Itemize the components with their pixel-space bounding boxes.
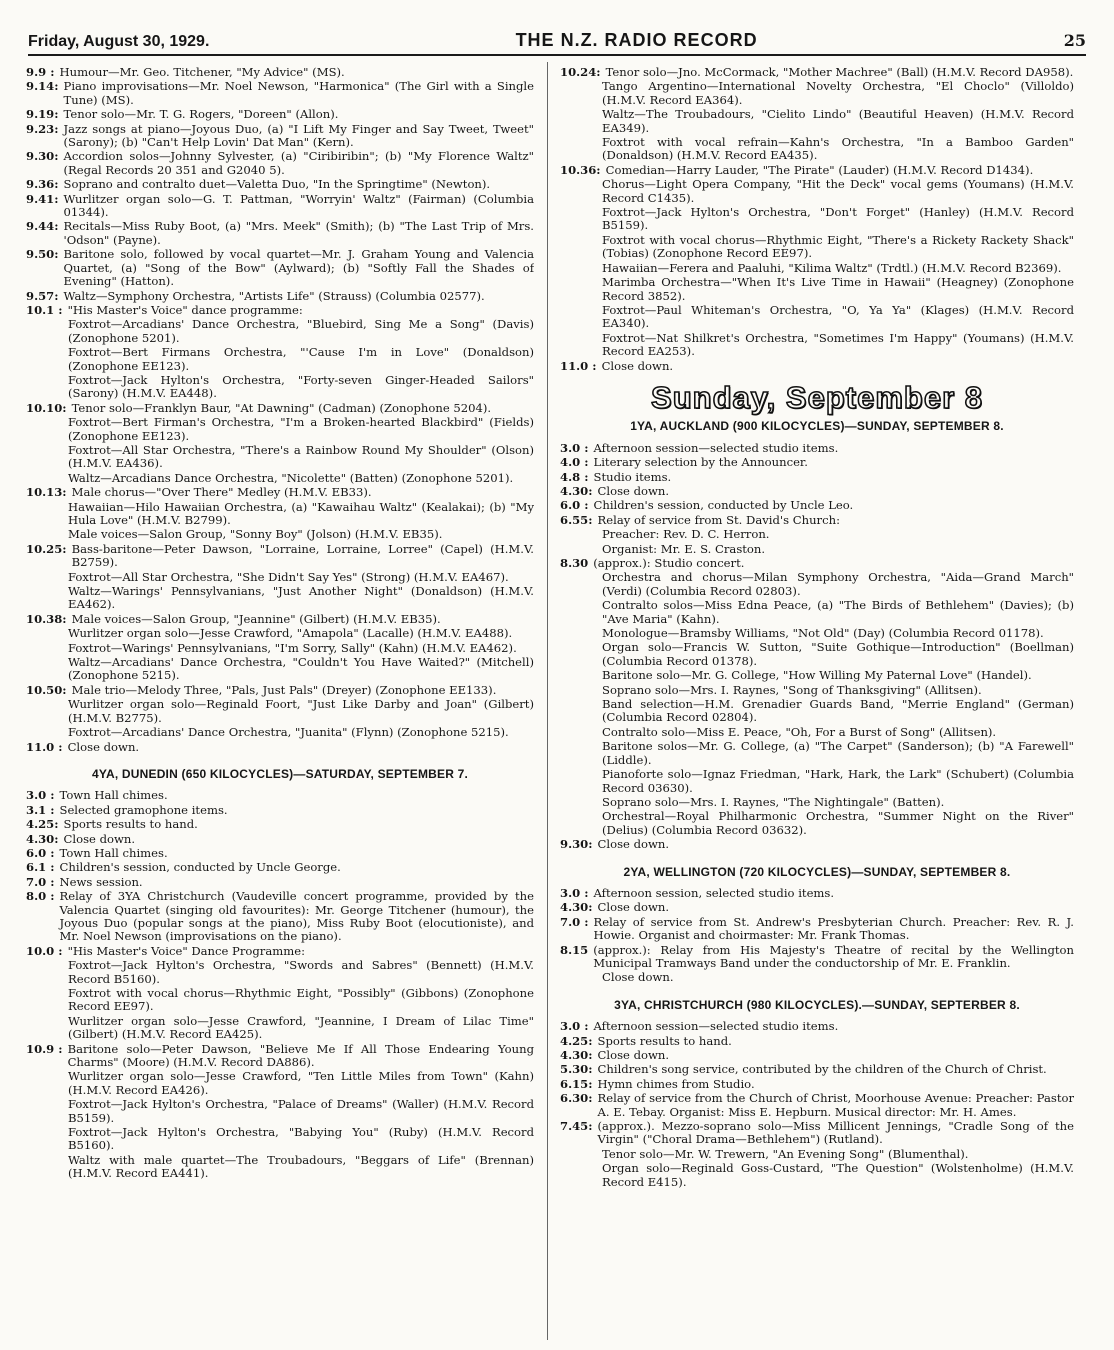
entry-time: 10.36: [560, 162, 601, 177]
entry-text: Children's session, conducted by Uncle Leo. [593, 498, 854, 513]
schedule-entry [26, 193, 534, 220]
entry-text: Relay of service from the Church of Christ, Moorhouse Avenue: Preacher: Pastor A. E. Tebay. Organist: Miss E. Hepburn. Musical director: Mr. H. Ames. [597, 1091, 1074, 1119]
schedule-entry [26, 178, 534, 191]
entry-text: Accordion solos—Johnny Sylvester, (a) "Ciribiribin"; (b) "My Florence Waltz" (Regal Records 20 351 and G2040 5). [63, 149, 534, 177]
schedule-entry [560, 838, 1074, 851]
entry-text: Bass-baritone—Peter Dawson, "Lorraine, Lorraine, Lorree" (Capel) (H.M.V. B2759). [71, 541, 534, 570]
entry-subitem: Band selection—H.M. Grenadier Guards Band, "Merrie England" (German) (Columbia Record 02804). [602, 697, 1074, 725]
schedule-entry [560, 916, 1074, 943]
schedule-entry [560, 442, 1074, 455]
entry-subitem: Tenor solo—Mr. W. Trewern, "An Evening Song" (Blumenthal). [602, 1146, 969, 1161]
entry-subitem: Foxtrot—Warings' Pennsylvanians, "I'm Sorry, Sally" (Kahn) (H.M.V. EA462). [68, 640, 517, 655]
entry-time: 7.45: [560, 1119, 593, 1134]
entry-text: News session. [59, 874, 143, 889]
entry-subitem: Foxtrot—Arcadians' Dance Orchestra, "Bluebird, Sing Me a Song" (Davis) (Zonophone 5201). [68, 317, 534, 345]
entry-text: Baritone solo, followed by vocal quartet—Mr. J. Graham Young and Valencia Quartet, (a) "Song of the Bow" (Aylward); (b) "Softly Fall the Shades of Evening" (Hatton). [63, 247, 534, 289]
schedule-entry [560, 164, 1074, 177]
schedule-entry [560, 944, 1074, 971]
entry-text: Close down. [601, 358, 674, 373]
entry-subitem: Contralto solo—Miss E. Peace, "Oh, For a Burst of Song" (Allitsen). [602, 724, 997, 739]
entry-subitem: Wurlitzer organ solo—Jesse Crawford, "Jeannine, I Dream of Lilac Time" (Gilbert) (H.M.V. Record EA425). [68, 1013, 534, 1042]
entry-time: 10.9 : [26, 1041, 63, 1056]
entry-time: 10.1 : [26, 302, 63, 317]
column-divider [547, 62, 548, 1340]
schedule-entry [560, 557, 1074, 570]
schedule-entry [26, 861, 534, 874]
entry-subitem: Soprano solo—Mrs. I. Raynes, "The Nightingale" (Batten). [602, 794, 945, 809]
entry-time: 8.15 [560, 942, 589, 957]
entry-time: 3.0 : [560, 440, 589, 455]
entry-time: 4.8 : [560, 469, 589, 484]
entry-subitem: Foxtrot—Bert Firmans Orchestra, "'Cause I'm in Love" (Donaldson) (Zonophone EE123). [68, 345, 534, 373]
entry-subitem: Foxtrot with vocal chorus—Rhythmic Eight, "Possibly" (Gibbons) (Zonophone Record EE97). [68, 986, 534, 1014]
schedule-entry [560, 901, 1074, 914]
entry-time: 4.30: [560, 1048, 593, 1062]
entry-time: 9.44: [26, 219, 59, 234]
entry-time: 7.0 : [26, 874, 55, 889]
entry-time: 10.24: [560, 66, 601, 79]
entry-subitem: Waltz—Arcadians' Dance Orchestra, "Couldn't You Have Waited?" (Mitchell) (Zonophone 5215). [68, 655, 534, 683]
entry-text: Children's session, conducted by Uncle George. [59, 860, 341, 875]
header-title: THE N.Z. RADIO RECORD [515, 30, 758, 50]
entry-text: Children's song service, contributed by the children of the Church of Christ. [597, 1062, 1047, 1077]
entry-time: 10.25: [26, 541, 67, 556]
entry-text: (approx.): Studio concert. [593, 556, 745, 570]
entry-text: Soprano and contralto duet—Valetta Duo, "In the Springtime" (Newton). [63, 177, 491, 192]
entry-text: Afternoon session, selected studio items. [593, 885, 835, 900]
schedule-entry [26, 486, 534, 499]
entry-subitem: Contralto solos—Miss Edna Peace, (a) "The Birds of Bethlehem" (Davies); (b) "Ave Maria" (Kahn). [602, 598, 1074, 626]
entry-text: Selected gramophone items. [59, 802, 228, 817]
entry-text: Relay of service from St. Andrew's Presbyterian Church. Preacher: Rev. R. J. Howie. Organist and choirmaster: Mr. Frank Thomas. [593, 914, 1074, 943]
entry-time: 4.25: [560, 1033, 593, 1048]
entry-time: 3.0 : [560, 1019, 589, 1034]
schedule-entry [26, 304, 534, 317]
entry-subitem: Waltz—Arcadians Dance Orchestra, "Nicolette" (Batten) (Zonophone 5201). [68, 470, 514, 485]
entry-text: Tenor solo—Mr. T. G. Rogers, "Doreen" (Allon). [63, 107, 339, 122]
saturday-continued-list-right [560, 66, 1074, 373]
schedule-entry [560, 1063, 1074, 1076]
schedule-entry [560, 485, 1074, 498]
entry-subitem: Foxtrot—Bert Firman's Orchestra, "I'm a Broken-hearted Blackbird" (Fields) (Zonophone EE123). [68, 415, 534, 443]
entry-text: Relay of 3YA Christchurch (Vaudeville concert programme, provided by the Valencia Quartet (singing old favourites): Mr. George Titchener (humour), the Joyous Duo (popular songs at the piano), Miss Ruby Boot (elocutioniste), and Mr. Noel Newson (improvisations on the piano). [59, 889, 534, 944]
schedule-entry [26, 150, 534, 177]
saturday-continued-list [26, 66, 534, 754]
schedule-entry [26, 1043, 534, 1070]
entry-subitem: Foxtrot—Jack Hylton's Orchestra, "Don't Forget" (Hanley) (H.M.V. Record B5159). [602, 205, 1074, 233]
schedule-entry [560, 1049, 1074, 1062]
schedule-entry [560, 1020, 1074, 1033]
entry-text: Hymn chimes from Studio. [597, 1076, 755, 1091]
schedule-entry [26, 684, 534, 697]
schedule-entry [26, 220, 534, 247]
entry-time: 9.30: [26, 149, 59, 164]
entry-subitem: Foxtrot—Nat Shilkret's Orchestra, "Sometimes I'm Happy" (Youmans) (H.M.V. Record EA253). [602, 330, 1074, 359]
entry-text: (approx.). Mezzo-soprano solo—Miss Millicent Jennings, "Cradle Song of the Virgin" ("Choral Drama—Bethlehem") (Rutland). [597, 1119, 1074, 1147]
schedule-entry [26, 847, 534, 860]
entry-time: 6.1 : [26, 860, 55, 875]
entry-time: 11.0 : [560, 358, 597, 373]
station-heading-4ya: 4YA, DUNEDIN (650 KILOCYCLES)—SATURDAY, SEPTEMBER 7. [91, 766, 469, 781]
entry-subitem: Foxtrot—Jack Hylton's Orchestra, "Palace of Dreams" (Waller) (H.M.V. Record B5159). [68, 1097, 534, 1125]
entry-time: 6.0 : [26, 845, 55, 860]
entry-time: 4.0 : [560, 455, 589, 470]
entry-text: Afternoon session—selected studio items. [593, 440, 839, 455]
entry-text: Sports results to hand. [597, 1033, 732, 1048]
entry-text: Close down. [597, 483, 670, 498]
entry-time: 9.23: [26, 121, 59, 136]
entry-time: 6.15: [560, 1076, 593, 1091]
entry-text: Wurlitzer organ solo—G. T. Pattman, "Worryin' Waltz" (Fairman) (Columbia 01344). [63, 191, 534, 220]
schedule-entry [26, 123, 534, 150]
schedule-entry [26, 108, 534, 121]
entry-time: 7.0 : [560, 914, 589, 929]
entry-time: 6.30: [560, 1091, 593, 1106]
schedule-entry [26, 804, 534, 817]
entry-subitem: Preacher: Rev. D. C. Herron. [602, 527, 770, 542]
entry-text: Close down. [597, 837, 670, 852]
schedule-entry [26, 741, 534, 754]
station-heading-2ya: 2YA, WELLINGTON (720 KILOCYCLES)—SUNDAY, SEPTEMBER 8. [623, 864, 1011, 879]
entry-text: Afternoon session—selected studio items. [593, 1019, 839, 1034]
entry-time: 5.30: [560, 1062, 593, 1077]
entry-text: Recitals—Miss Ruby Boot, (a) "Mrs. Meek" (Smith); (b) "The Last Trip of Mrs. 'Odson" (Payne). [63, 219, 534, 247]
entry-subitem: Waltz—Warings' Pennsylvanians, "Just Another Night" (Donaldson) (H.M.V. EA462). [68, 584, 534, 612]
entry-subitem: Baritone solo—Mr. G. College, "How Willing My Paternal Love" (Handel). [602, 668, 1032, 683]
schedule-entry [560, 1120, 1074, 1147]
schedule-entry [560, 471, 1074, 484]
entry-subitem: Waltz with male quartet—The Troubadours, "Beggars of Life" (Brennan) (H.M.V. Record EA441). [68, 1152, 534, 1181]
entry-subitem: Foxtrot—Arcadians' Dance Orchestra, "Juanita" (Flynn) (Zonophone 5215). [68, 725, 509, 740]
page-header [28, 30, 1086, 56]
entry-time: 9.50: [26, 247, 59, 262]
entry-time: 8.30 [560, 556, 589, 570]
entry-subitem: Wurlitzer organ solo—Jesse Crawford, "Amapola" (Lacalle) (H.M.V. EA488). [68, 626, 513, 641]
entry-time: 9.36: [26, 177, 59, 192]
entry-time: 11.0 : [26, 739, 63, 754]
station-heading-1ya: 1YA, AUCKLAND (900 KILOCYCLES)—SUNDAY, SEPTEMBER 8. [630, 419, 1004, 434]
schedule-entry [26, 402, 534, 415]
station-2ya-list [560, 887, 1074, 985]
station-heading-3ya: 3YA, CHRISTCHURCH (980 KILOCYCLES).—SUNDAY, SEPTERBER 8. [614, 997, 1020, 1012]
schedule-entry [560, 1078, 1074, 1091]
station-3ya-list [560, 1020, 1074, 1189]
entry-text: Tenor solo—Franklyn Baur, "At Dawning" (Cadman) (Zonophone 5204). [71, 400, 492, 415]
entry-time: 10.50: [26, 682, 67, 697]
entry-time: 8.0 : [26, 889, 55, 904]
entry-time: 4.25: [26, 817, 59, 832]
entry-text: Relay of service from St. David's Church: [597, 512, 840, 527]
entry-text: Town Hall chimes. [59, 845, 168, 860]
entry-subitem: Foxtrot—Paul Whiteman's Orchestra, "O, Ya Ya" (Klages) (H.M.V. Record EA340). [602, 302, 1074, 331]
schedule-entry [560, 1035, 1074, 1048]
schedule-entry [26, 66, 534, 79]
entry-text: (approx.): Relay from His Majesty's Theatre of recital by the Wellington Municipal Tramways Band under the conductorship of Mr. E. Franklin. [593, 942, 1074, 970]
entry-text: Waltz—Symphony Orchestra, "Artists Life" (Strauss) (Columbia 02577). [63, 288, 485, 303]
entry-text: Tenor solo—Jno. McCormack, "Mother Machree" (Ball) (H.M.V. Record DA958). [605, 66, 1074, 79]
entry-subitem: Tango Argentino—International Novelty Orchestra, "El Choclo" (Villoldo) (H.M.V. Record EA364). [602, 79, 1074, 107]
entry-time: 10.10: [26, 400, 67, 415]
entry-subitem: Foxtrot—Jack Hylton's Orchestra, "Babying You" (Ruby) (H.M.V. Record B5160). [68, 1125, 534, 1153]
entry-subitem: Hawaiian—Ferera and Paaluhi, "Kilima Waltz" (Trdtl.) (H.M.V. Record B2369). [602, 260, 1062, 275]
entry-subitem: Pianoforte solo—Ignaz Friedman, "Hark, Hark, the Lark" (Schubert) (Columbia Record 03630). [602, 767, 1074, 795]
schedule-entry [26, 890, 534, 944]
entry-text: Sports results to hand. [63, 817, 198, 832]
schedule-entry [560, 1092, 1074, 1119]
right-column [560, 66, 1074, 1342]
schedule-entry [560, 66, 1074, 79]
entry-time: 6.0 : [560, 498, 589, 513]
schedule-entry [26, 80, 534, 107]
entry-text: Close down. [597, 1048, 670, 1062]
entry-time: 3.0 : [26, 788, 55, 803]
entry-subitem: Hawaiian—Hilo Hawaiian Orchestra, (a) "Kawaihau Waltz" (Kealakai); (b) "My Hula Love" (H.M.V. B2799). [68, 499, 534, 527]
entry-time: 9.9 : [26, 66, 55, 79]
schedule-entry [560, 499, 1074, 512]
entry-text: "His Master's Voice" dance programme: [67, 302, 303, 317]
entry-subitem: Organist: Mr. E. S. Craston. [602, 541, 766, 556]
entry-subitem: Foxtrot with vocal chorus—Rhythmic Eight, "There's a Rickety Rackety Shack" (Tobias) (Zonophone Record EE97). [602, 232, 1074, 261]
entry-time: 9.14: [26, 79, 59, 94]
entry-subitem: Foxtrot—Jack Hylton's Orchestra, "Forty-seven Ginger-Headed Sailors" (Sarony) (H.M.V. EA448). [68, 372, 534, 401]
entry-subitem: Waltz—The Troubadours, "Cielito Lindo" (Beautiful Heaven) (H.M.V. Record EA349). [602, 107, 1074, 135]
entry-time: 4.30: [26, 831, 59, 846]
schedule-entry [560, 360, 1074, 373]
entry-text: Piano improvisations—Mr. Noel Newson, "Harmonica" (The Girl with a Single Tune) (MS). [63, 79, 534, 107]
entry-subitem: Wurlitzer organ solo—Reginald Foort, "Just Like Darby and Joan" (Gilbert) (H.M.V. B2775). [68, 697, 534, 725]
station-1ya-list [560, 442, 1074, 852]
entry-time: 9.30: [560, 837, 593, 852]
schedule-entry [26, 833, 534, 846]
entry-subitem: Organ solo—Francis W. Sutton, "Suite Gothique—Introduction" (Boellman) (Columbia Record 01378). [602, 640, 1074, 668]
schedule-entry [26, 876, 534, 889]
entry-subitem: Foxtrot—Jack Hylton's Orchestra, "Swords and Sabres" (Bennett) (H.M.V. Record B5160). [68, 958, 534, 986]
entry-time: 10.0 : [26, 943, 63, 958]
entry-time: 9.57: [26, 288, 59, 303]
page-number: 25 [1063, 31, 1086, 50]
entry-text: Close down. [597, 900, 670, 915]
entry-subitem: Foxtrot—All Star Orchestra, "She Didn't Say Yes" (Strong) (H.M.V. EA467). [68, 569, 509, 584]
entry-text: Male voices—Salon Group, "Jeannine" (Gilbert) (H.M.V. EB35). [71, 611, 441, 626]
entry-text: Jazz songs at piano—Joyous Duo, (a) "I Lift My Finger and Say Tweet, Tweet" (Sarony); (b) "Can't Help Lovin' Dat Man" (Kern). [63, 121, 534, 150]
entry-subitem: Monologue—Bramsby Williams, "Not Old" (Day) (Columbia Record 01178). [602, 626, 1044, 641]
entry-text: Baritone solo—Peter Dawson, "Believe Me If All Those Endearing Young Charms" (Moore) (H.M.V. Record DA886). [67, 1041, 534, 1070]
station-4ya-list [26, 789, 534, 1180]
entry-text: Close down. [67, 739, 140, 754]
entry-text: "His Master's Voice" Dance Programme: [67, 943, 306, 958]
schedule-entry [26, 543, 534, 570]
entry-text: Close down. [63, 831, 136, 846]
entry-text: Humour—Mr. Geo. Titchener, "My Advice" (MS). [59, 66, 345, 79]
entry-time: 3.0 : [560, 885, 589, 900]
entry-time: 4.30: [560, 900, 593, 915]
entry-subitem: Soprano solo—Mrs. I. Raynes, "Song of Thanksgiving" (Allitsen). [602, 682, 982, 697]
entry-time: 6.55: [560, 512, 593, 527]
entry-subitem: Male voices—Salon Group, "Sonny Boy" (Jolson) (H.M.V. EB35). [68, 527, 443, 542]
entry-text: Literary selection by the Announcer. [593, 455, 808, 470]
entry-subitem: Chorus—Light Opera Company, "Hit the Deck" vocal gems (Youmans) (H.M.V. Record C1435). [602, 177, 1074, 205]
entry-subitem: Marimba Orchestra—"When It's Live Time in Hawaii" (Heagney) (Zonophone Record 3852). [602, 275, 1074, 303]
schedule-entry [26, 818, 534, 831]
left-column [26, 66, 534, 1342]
schedule-entry [26, 290, 534, 303]
entry-subitem: Orchestral—Royal Philharmonic Orchestra, "Summer Night on the River" (Delius) (Columbia Record 03632). [602, 809, 1074, 837]
entry-text: Comedian—Harry Lauder, "The Pirate" (Lauder) (H.M.V. Record D1434). [605, 162, 1034, 177]
schedule-entry [26, 945, 534, 958]
entry-subitem: Baritone solos—Mr. G. College, (a) "The Carpet" (Sanderson); (b) "A Farewell" (Liddle). [602, 739, 1074, 767]
entry-subitem: Organ solo—Reginald Goss-Custard, "The Question" (Wolstenholme) (H.M.V. Record E415). [602, 1161, 1074, 1189]
entry-subitem: Close down. [602, 970, 674, 985]
schedule-entry [560, 887, 1074, 900]
entry-time: 9.41: [26, 191, 59, 206]
schedule-entry [560, 456, 1074, 469]
day-heading: Sunday, September 8 [651, 379, 983, 415]
entry-text: Studio items. [593, 469, 672, 484]
header-date: Friday, August 30, 1929. [28, 33, 210, 50]
entry-time: 10.13: [26, 485, 67, 500]
entry-time: 9.19: [26, 107, 59, 122]
entry-time: 10.38: [26, 611, 67, 626]
entry-text: Town Hall chimes. [59, 788, 168, 803]
entry-text: Male chorus—"Over There" Medley (H.M.V. EB33). [71, 485, 372, 500]
schedule-entry [26, 789, 534, 802]
entry-time: 3.1 : [26, 802, 55, 817]
schedule-entry [560, 514, 1074, 527]
schedule-entry [26, 248, 534, 288]
entry-subitem: Wurlitzer organ solo—Jesse Crawford, "Ten Little Miles from Town" (Kahn) (H.M.V. Record EA426). [68, 1069, 534, 1097]
entry-text: Male trio—Melody Three, "Pals, Just Pals" (Dreyer) (Zonophone EE133). [71, 682, 497, 697]
schedule-entry [26, 613, 534, 626]
entry-subitem: Orchestra and chorus—Milan Symphony Orchestra, "Aida—Grand March" (Verdi) (Columbia Record 02803). [602, 570, 1074, 598]
entry-time: 4.30: [560, 483, 593, 498]
entry-subitem: Foxtrot—All Star Orchestra, "There's a Rainbow Round My Shoulder" (Olson) (H.M.V. EA436). [68, 442, 534, 471]
entry-subitem: Foxtrot with vocal refrain—Kahn's Orchestra, "In a Bamboo Garden" (Donaldson) (H.M.V. Record EA435). [602, 135, 1074, 163]
